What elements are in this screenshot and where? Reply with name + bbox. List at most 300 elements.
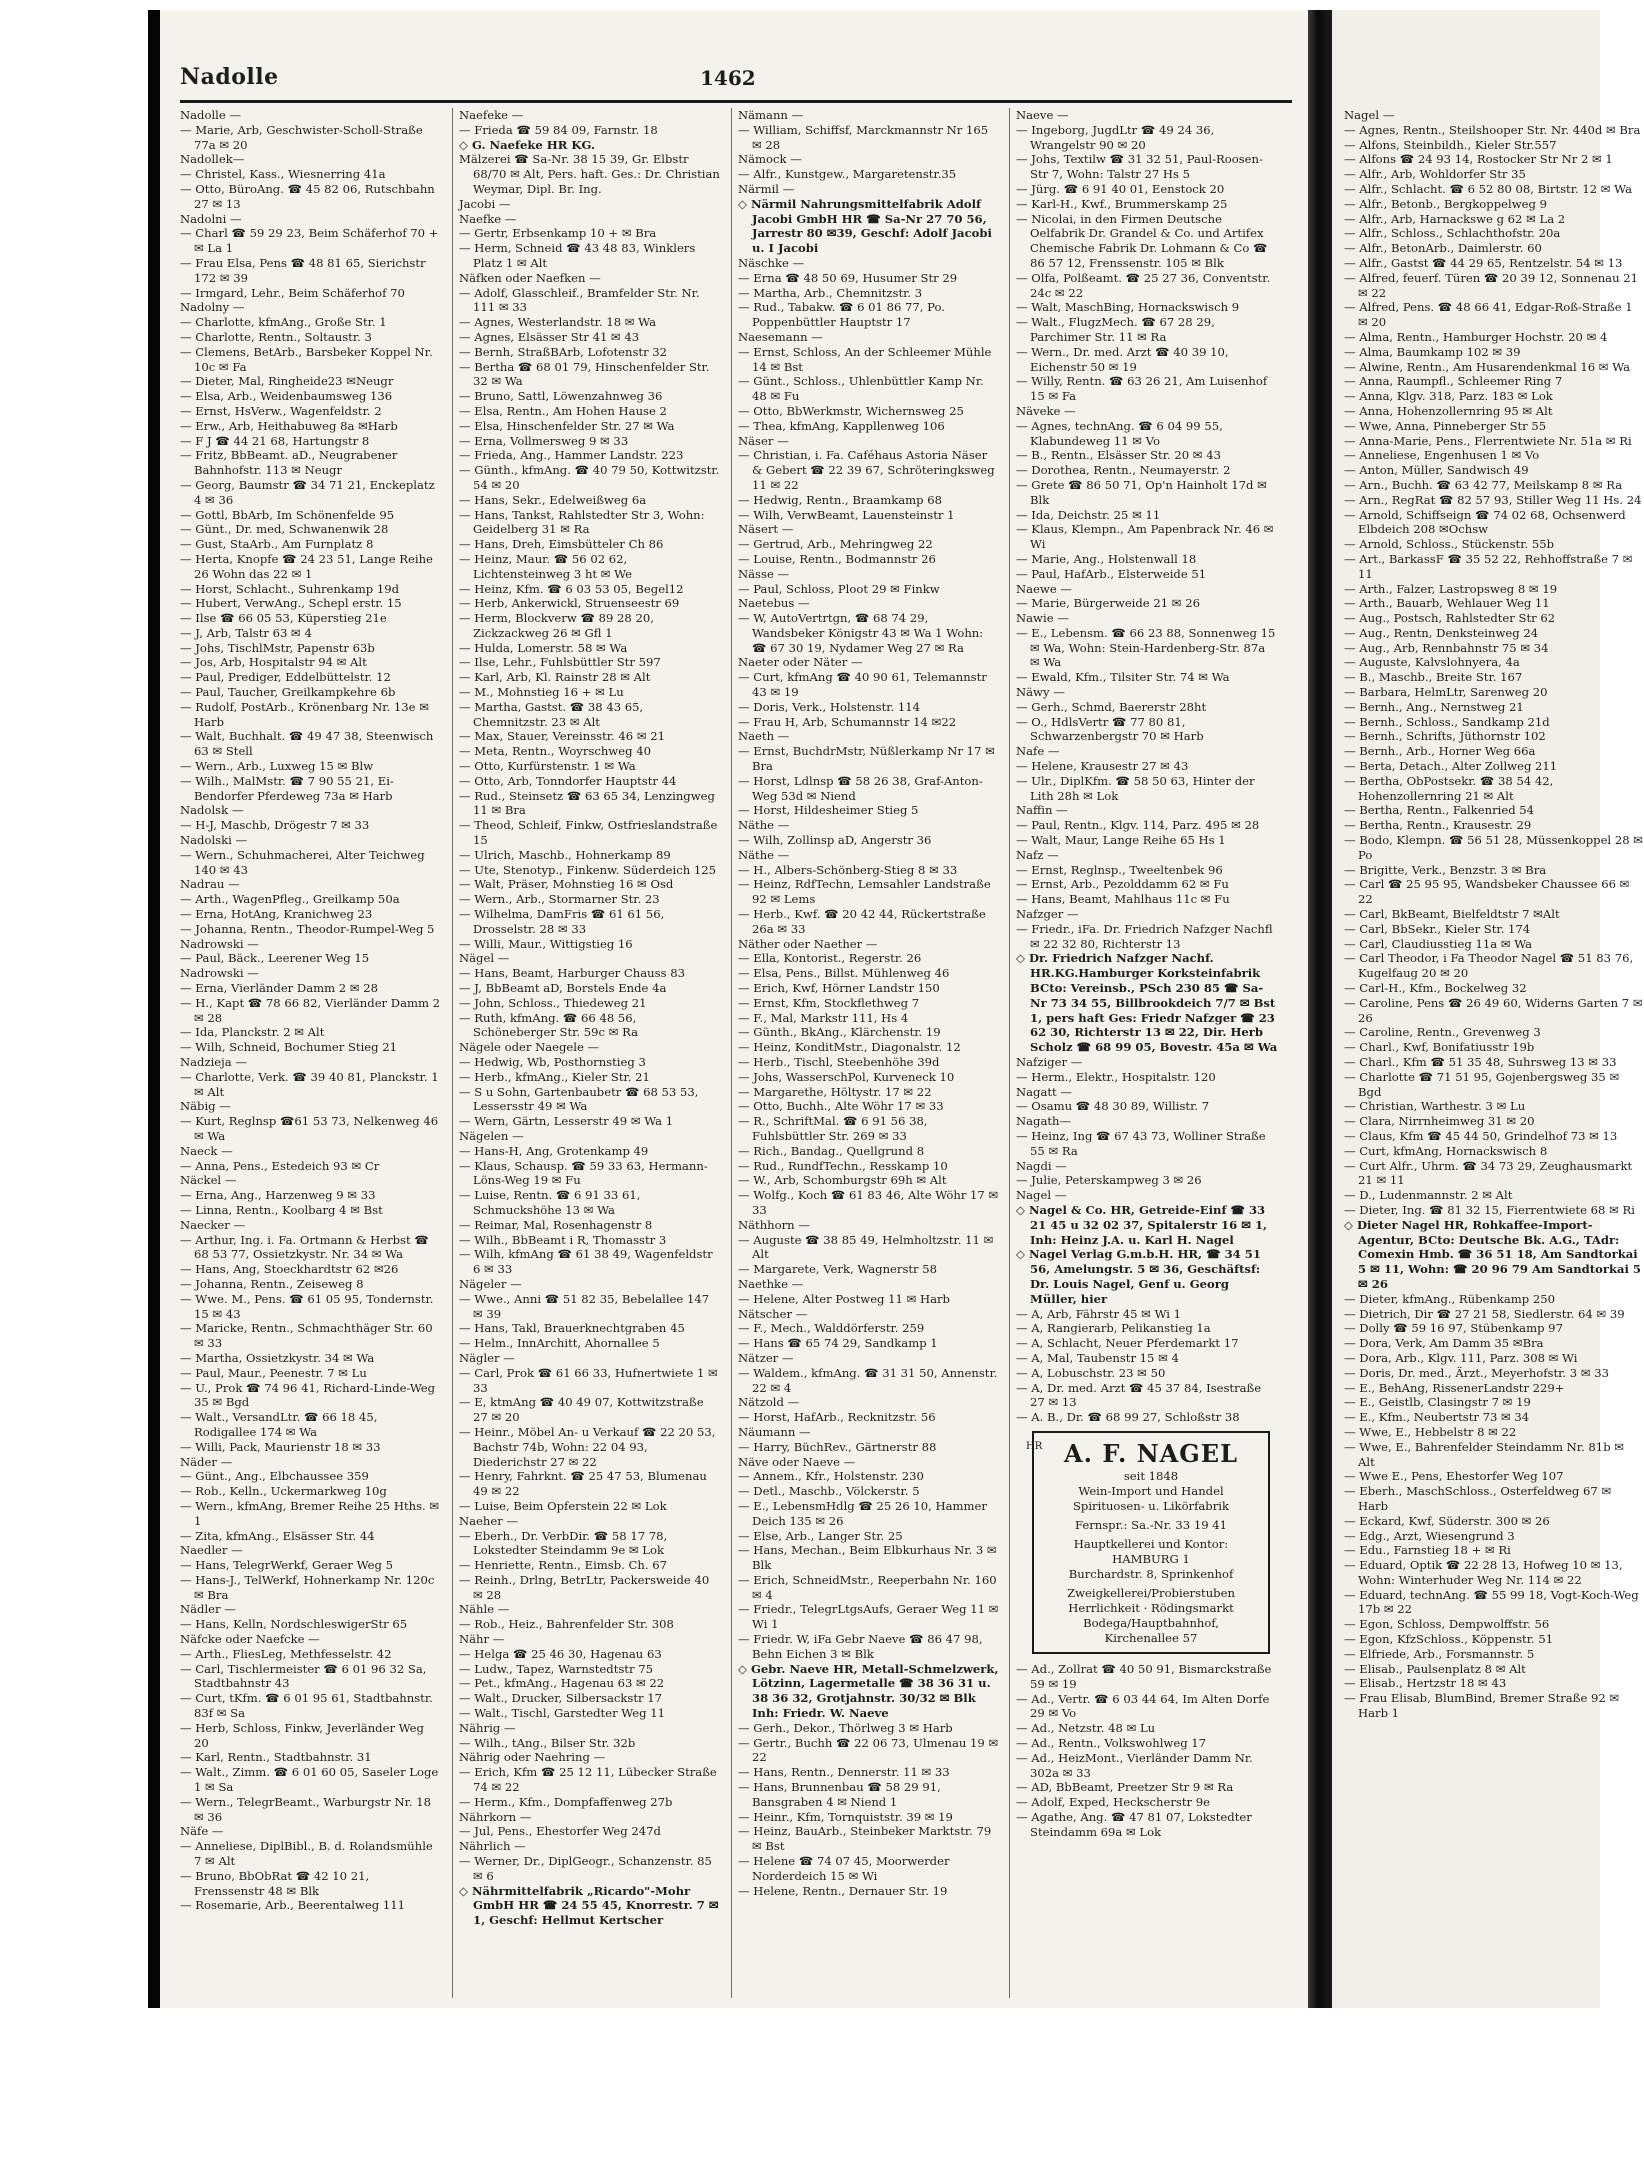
surname-heading: Näsert — [738, 522, 794, 537]
person-entry: — B., Rentn., Elsässer Str. 20 ✉ 43 [1016, 448, 1221, 463]
person-entry: — John, Schloss., Thiedeweg 21 [459, 995, 647, 1010]
person-entry: — A, Mal, Taubenstr 15 ✉ 4 [1016, 1350, 1179, 1365]
person-entry: — Otto, Buchh., Alte Wöhr 17 ✉ 33 [738, 1099, 944, 1114]
person-entry: — Ulr., DiplKfm. ☎ 58 50 63, Hinter der Lith 28h ✉ Lok [1016, 773, 1255, 803]
person-entry: — Helene ☎ 74 07 45, Moorwerder Norderdeich 15 ✉ Wi [738, 1854, 950, 1883]
person-entry: — Arn., RegRat ☎ 82 57 93, Stiller Weg 11 Hs. 24 [1344, 492, 1642, 507]
person-entry: — Rud., Steinsetz ☎ 63 65 34, Lenzingweg 11 ✉ Bra [459, 788, 715, 818]
person-entry: — Grete ☎ 86 50 71, Op'n Hainholt 17d ✉ Blk [1016, 477, 1267, 507]
person-entry: — A, Arb, Fährstr 45 ✉ Wi 1 [1016, 1306, 1182, 1321]
surname-heading: Nagel — [1344, 108, 1395, 122]
person-entry: — Arth., Falzer, Lastropsweg 8 ✉ 19 [1344, 581, 1558, 596]
person-entry: — Jürg. ☎ 6 91 40 01, Eenstock 20 [1016, 181, 1225, 196]
person-entry: — Ella, Kontorist., Regerstr. 26 [738, 951, 922, 966]
firm-entry: ◇ Nagel Verlag G.m.b.H. HR, ☎ 34 51 56, Amelungstr. 5 ✉ 36, Geschäftsf: Dr. Louis Nagel, Genf u. Georg Müller, hier [1016, 1247, 1261, 1306]
person-entry: — Herb., Tischl, Steebenhöhe 39d [738, 1055, 940, 1069]
person-entry: — Luise, Beim Opferstein 22 ✉ Lok [459, 1498, 667, 1513]
person-entry: — Ulrich, Maschb., Hohnerkamp 89 [459, 847, 671, 862]
directory-page [160, 10, 1308, 2008]
surname-heading: Nägeler — [459, 1276, 522, 1291]
person-entry: — Hans, Mechan., Beim Elbkurhaus Nr. 3 ✉ Blk [738, 1543, 997, 1573]
book-gutter [1308, 10, 1332, 2008]
person-entry: — Herb., kfmAng., Kieler Str. 21 [459, 1069, 650, 1084]
person-entry: — Agnes, technAng. ☎ 6 04 99 55, Klabundeweg 11 ✉ Vo [1016, 418, 1223, 448]
person-entry: — E., Kfm., Neubertstr 73 ✉ 34 [1344, 1410, 1530, 1425]
person-entry: — Willi, Pack, Maurienstr 18 ✉ 33 [180, 1439, 381, 1454]
person-entry: — Ida, Planckstr. 2 ✉ Alt [180, 1025, 325, 1040]
person-entry: — Rich., Bandag., Quellgrund 8 [738, 1143, 925, 1158]
person-entry: — Elsa, Arb., Weidenbaumsweg 136 [180, 389, 393, 404]
person-entry: — Thea, kfmAng, Kappllenweg 106 [738, 418, 945, 433]
person-entry: — Friedr., TelegrLtgsAufs, Geraer Weg 11 ✉ Wi 1 [738, 1602, 999, 1632]
person-entry: — Ernst, Schloss, An der Schleemer Mühle 14 ✉ Bst [738, 344, 992, 374]
person-entry: — Henriette, Rentn., Eimsb. Ch. 67 [459, 1558, 667, 1573]
person-entry: — Alfr., Gastst ☎ 44 29 65, Rentzelstr. 54 ✉ 13 [1344, 255, 1623, 270]
surname-heading: Nätzer — [738, 1350, 794, 1365]
surname-heading: Näbig — [180, 1099, 231, 1114]
person-entry: — A, Lobuschstr. 23 ✉ 50 [1016, 1365, 1166, 1380]
person-entry: — Ernst, Reglnsp., Tweeltenbek 96 [1016, 862, 1223, 877]
header-rule [180, 100, 1292, 103]
person-entry: — Zita, kfmAng., Elsässer Str. 44 [180, 1528, 375, 1543]
person-entry: — Paul, Rentn., Klgv. 114, Parz. 495 ✉ 28 [1016, 818, 1260, 833]
column-4-entries [1016, 108, 1278, 1425]
directory-column-4 [1016, 108, 1278, 1998]
surname-heading: Nässe — [738, 566, 790, 581]
person-entry: — Rob., Kelln., Uckermarkweg 10g [180, 1484, 387, 1499]
person-entry: — Herm., Kfm., Dompfaffenweg 27b [459, 1794, 673, 1809]
page-number: 1462 [700, 66, 756, 90]
person-entry: — Carl-H., Kfm., Bockelweg 32 [1344, 981, 1527, 996]
person-entry: — J, BbBeamt aD, Borstels Ende 4a [459, 981, 667, 996]
person-entry: — Doris, Dr. med., Ärzt., Meyerhofstr. 3 ✉ 33 [1344, 1365, 1610, 1380]
surname-heading: Nährkorn — [459, 1809, 532, 1824]
person-entry: — Klaus, Klempn., Am Papenbrack Nr. 46 ✉ Wi [1016, 522, 1274, 552]
person-entry: — Frieda ☎ 59 84 09, Farnstr. 18 [459, 122, 658, 137]
person-entry: — E., Lebensm. ☎ 66 23 88, Sonnenweg 15 ✉ Wa, Wohn: Stein-Hardenberg-Str. 87a ✉ Wa [1016, 625, 1276, 670]
person-entry: — A, Rangierarb, Pelikanstieg 1a [1016, 1321, 1211, 1336]
ad-branch2-title: Bodega/Hauptbahnhof, [1083, 1615, 1219, 1630]
surname-heading: Naewe — [1016, 581, 1072, 596]
surname-heading: Nagel — [1016, 1188, 1067, 1203]
surname-heading: Nährig — [459, 1720, 516, 1735]
surname-heading: Nagatt — [1016, 1084, 1072, 1099]
surname-heading: Nägelen — [459, 1128, 524, 1143]
person-entry: — Heinz, Maur. ☎ 56 02 62, Lichtensteinweg 3 ht ✉ We [459, 551, 632, 581]
person-entry: — Arnold, Schiffseign ☎ 74 02 68, Ochsenwerd Elbdeich 208 ✉Ochsw [1344, 507, 1626, 537]
person-entry: — Auguste ☎ 38 85 49, Helmholtzstr. 11 ✉ Alt [738, 1232, 994, 1262]
person-entry: — Elisab., Hertzstr 18 ✉ 43 [1344, 1676, 1507, 1691]
ad-phone: Fernspr.: Sa.-Nr. 33 19 41 [1074, 1517, 1228, 1532]
surname-heading: Nafzger — [1016, 907, 1079, 922]
person-entry: — Arnold, Schloss., Stückenstr. 55b [1344, 537, 1555, 552]
person-entry: — Gottl, BbArb, Im Schönenfelde 95 [180, 507, 395, 522]
person-entry: — Friedr., iFa. Dr. Friedrich Nafzger Nachfl ✉ 22 32 80, Richterstr 13 [1016, 921, 1273, 951]
surname-heading: Näschke — [738, 255, 805, 270]
person-entry: — Otto, BbWerkmstr, Wichernsweg 25 [738, 403, 964, 418]
page-head-word: Nadolle [180, 64, 279, 90]
person-entry: — Eberh., Dr. VerbDir. ☎ 58 17 78, Lokstedter Steindamm 9e ✉ Lok [459, 1528, 668, 1558]
person-entry: — Carl, BbSekr., Kieler Str. 174 [1344, 921, 1531, 936]
person-entry: — Anna, Klgv. 318, Parz. 183 ✉ Lok [1344, 389, 1553, 404]
surname-heading: Näthe — [738, 847, 790, 862]
person-entry: — Herm., Elektr., Hospitalstr. 120 [1016, 1069, 1216, 1084]
person-entry: — Anton, Müller, Sandwisch 49 [1344, 463, 1529, 478]
person-entry: — Annem., Kfr., Holstenstr. 230 [738, 1469, 924, 1484]
person-entry: — Wern., Schuhmacherei, Alter Teichweg 140 ✉ 43 [180, 847, 425, 877]
person-entry: — Erna, Vierländer Damm 2 ✉ 28 [180, 981, 379, 996]
person-entry: — E., BehAng, RissenerLandstr 229+ [1344, 1380, 1565, 1395]
person-entry: — Curt, kfmAng ☎ 40 90 61, Telemannstr 43 ✉ 19 [738, 670, 987, 700]
person-entry: — Agnes, Rentn., Steilshooper Str. Nr. 440d ✉ Bra [1344, 122, 1641, 137]
person-entry: — Egon, KfzSchloss., Köppenstr. 51 [1344, 1632, 1554, 1647]
ad-line-1: Wein-Import und Handel [1078, 1483, 1224, 1498]
person-entry: — Charlotte, Verk. ☎ 39 40 81, Planckstr. 1 ✉ Alt [180, 1069, 439, 1099]
person-entry: — Walt, Maur, Lange Reihe 65 Hs 1 [1016, 833, 1226, 848]
surname-heading: Näser — [738, 433, 789, 448]
person-entry: — O., HdlsVertr ☎ 77 80 81, Schwarzenbergstr 70 ✉ Harb [1016, 714, 1204, 744]
person-entry: — Charl ☎ 59 29 23, Beim Schäferhof 70 + ✉ La 1 [180, 226, 439, 256]
person-entry: — Heinz, Kfm. ☎ 6 03 53 05, Begel12 [459, 581, 684, 596]
person-entry: — Anna, Raumpfl., Schleemer Ring 7 [1344, 374, 1563, 389]
surname-heading: Naecker — [180, 1217, 246, 1232]
person-entry: — Werner, Dr., DiplGeogr., Schanzenstr. 85 ✉ 6 [459, 1854, 712, 1883]
person-entry: — Eberh., MaschSchloss., Osterfeldweg 67 ✉ Harb [1344, 1484, 1612, 1513]
directory-column-2 [459, 108, 721, 1998]
firm-entry: ◇ Närmil Nahrungsmittelfabrik Adolf Jacobi GmbH HR ☎ Sa-Nr 27 70 56, Jarrestr 80 ✉39, Geschf: Adolf Jacobi u. I Jacobi [738, 196, 992, 256]
person-entry: — Rud., Tabakw. ☎ 6 01 86 77, Po. Poppenbüttler Hauptstr 17 [738, 300, 945, 330]
person-entry: — Ute, Stenotyp., Finkenw. Süderdeich 125 [459, 862, 717, 877]
person-entry: — Hedwig, Wb, Posthornstieg 3 [459, 1055, 646, 1069]
person-entry: — Agnes, Westerlandstr. 18 ✉ Wa [459, 315, 656, 330]
person-entry: — Ernst, Kfm, Stockflethweg 7 [738, 995, 920, 1010]
person-entry: — E., LebensmHdlg ☎ 25 26 10, Hammer Deich 135 ✉ 26 [738, 1498, 987, 1528]
person-entry: — Max, Stauer, Vereinsstr. 46 ✉ 21 [459, 729, 665, 744]
person-entry: — Caroline, Pens ☎ 26 49 60, Widerns Garten 7 ✉ 26 [1344, 995, 1643, 1025]
surname-heading: Näumann — [738, 1424, 811, 1439]
person-entry: — Caroline, Rentn., Grevenweg 3 [1344, 1025, 1541, 1040]
person-entry: — Alfred, Pens. ☎ 48 66 41, Edgar-Roß-Straße 1 ✉ 20 [1344, 300, 1633, 330]
person-entry: — Karl, Arb, Kl. Rainstr 28 ✉ Alt [459, 670, 651, 685]
person-entry: — Berta, Detach., Alter Zollweg 211 [1344, 759, 1558, 774]
person-entry: — Aug., Rentn, Denksteinweg 24 [1344, 625, 1539, 640]
person-entry: — Charlotte, kfmAng., Große Str. 1 [180, 315, 387, 330]
person-entry: — Karl-H., Kwf., Brummerskamp 25 [1016, 196, 1228, 211]
person-entry: — Ernst, HsVerw., Wagenfeldstr. 2 [180, 403, 382, 418]
person-entry: — Johs, WasserschPol, Kurveneck 10 [738, 1069, 955, 1084]
person-entry: — Anna, Pens., Estedeich 93 ✉ Cr [180, 1158, 380, 1173]
person-entry: — Hans, Brunnenbau ☎ 58 29 91, Bansgraben 4 ✉ Niend 1 [738, 1780, 941, 1809]
person-entry: — Helene, Alter Postweg 11 ✉ Harb [738, 1291, 950, 1306]
person-entry: — Alfr., Arb, Wohldorfer Str 35 [1344, 167, 1526, 182]
person-entry: — Ruth, kfmAng. ☎ 66 48 56, Schöneberger Str. 59c ✉ Ra [459, 1010, 639, 1040]
person-entry: — Helm., InnArchitt, Ahornallee 5 [459, 1336, 660, 1351]
surname-heading: Naeter oder Näter — [738, 655, 863, 670]
ad-office-address: Burchardstr. 8, Sprinkenhof [1068, 1566, 1234, 1581]
surname-heading: Nätzold — [738, 1395, 800, 1410]
person-entry: — Anna, Hohenzollernring 95 ✉ Alt [1344, 403, 1553, 418]
person-entry: — Walt., Zimm. ☎ 6 01 60 05, Saseler Loge 1 ✉ Sa [180, 1765, 439, 1795]
person-entry: — Reinh., Drlng, BetrLtr, Packersweide 40 ✉ 28 [459, 1572, 710, 1602]
person-entry: — Walt., Tischl, Garstedter Weg 11 [459, 1706, 665, 1721]
person-entry: — Bruno, Sattl, Löwenzahnweg 36 [459, 389, 663, 404]
person-entry: — Dietrich, Dir ☎ 27 21 58, Siedlerstr. 64 ✉ 39 [1344, 1306, 1625, 1321]
person-entry: — Bertha, Rentn., Falkenried 54 [1344, 803, 1535, 818]
person-entry: — Meta, Rentn., Woyrschweg 40 [459, 744, 651, 759]
advertisement-box [1026, 1431, 1270, 1654]
person-entry: — Auguste, Kalvslohnyera, 4a [1344, 655, 1520, 670]
person-entry: — Bruno, BbObRat ☎ 42 10 21, Frenssenstr 48 ✉ Blk [180, 1868, 370, 1898]
person-entry: — H., Kapt ☎ 78 66 82, Vierländer Damm 2 ✉ 28 [180, 995, 441, 1025]
person-entry: — Carl ☎ 25 95 95, Wandsbeker Chaussee 66 ✉ 22 [1344, 877, 1630, 907]
surname-heading: Nämann — [738, 108, 804, 122]
surname-heading: Nadollek— [180, 152, 245, 167]
person-entry: — Edu., Farnstieg 18 + ✉ Ri [1344, 1543, 1511, 1558]
person-entry: — Curt Alfr., Uhrm. ☎ 34 73 29, Zeughausmarkt 21 ✉ 11 [1344, 1158, 1633, 1188]
person-entry: — Hans, Sekr., Edelweißweg 6a [459, 492, 647, 507]
person-entry: — Gust, StaArb., Am Furnplatz 8 [180, 537, 374, 552]
surname-heading: Näveke — [1016, 403, 1076, 418]
surname-heading: Nadzieja — [180, 1055, 247, 1069]
person-entry: — Rob., Heiz., Bahrenfelder Str. 308 [459, 1617, 674, 1632]
surname-heading: Nädler — [180, 1602, 236, 1617]
surname-heading: Nährlich — [459, 1839, 526, 1854]
person-entry: — U., Prok ☎ 74 96 41, Richard-Linde-Weg 35 ✉ Bgd [180, 1380, 436, 1410]
person-entry: — Johanna, Rentn., Theodor-Rumpel-Weg 5 [180, 921, 435, 936]
person-entry: — Helene, Krausestr 27 ✉ 43 [1016, 759, 1189, 774]
person-entry: — Gertr, Erbsenkamp 10 + ✉ Bra [459, 226, 657, 241]
person-entry: — Bernh, StraßBArb, Lofotenstr 32 [459, 344, 668, 359]
firm-entry: ◇ G. Naefeke HR KG. [459, 137, 596, 152]
person-entry: — Osamu ☎ 48 30 89, Willistr. 7 [1016, 1099, 1210, 1114]
person-entry: — Edg., Arzt, Wiesengrund 3 [1344, 1528, 1515, 1543]
person-entry: — Alfr., Betonb., Bergkoppelweg 9 [1344, 196, 1547, 211]
person-entry: — Herm, Schneid ☎ 43 48 83, Winklers Platz 1 ✉ Alt [459, 241, 696, 270]
person-entry: — Wern, Gärtn, Lesserstr 49 ✉ Wa 1 [459, 1114, 674, 1129]
person-entry: — Hedwig, Rentn., Braamkamp 68 [738, 492, 943, 507]
person-entry: — Heinz, KonditMstr., Diagonalstr. 12 [738, 1040, 961, 1055]
person-entry: — Ilse, Lehr., Fuhlsbüttler Str 597 [459, 655, 661, 670]
person-entry: — AD, BbBeamt, Preetzer Str 9 ✉ Ra [1016, 1780, 1234, 1795]
person-entry: — Walt, MaschBing, Hornackswisch 9 [1016, 300, 1240, 315]
person-entry: — Hans, TelegrWerkf, Geraer Weg 5 [180, 1558, 393, 1573]
person-entry: — Marie, Arb, Geschwister-Scholl-Straße 77a ✉ 20 [180, 122, 423, 152]
person-entry: — Claus, Kfm ☎ 45 44 50, Grindelhof 73 ✉ 13 [1344, 1128, 1618, 1143]
person-entry: — Hubert, VerwAng., Schepl erstr. 15 [180, 596, 402, 611]
person-entry: — Walt, Buchhalt. ☎ 49 47 38, Steenwisch 63 ✉ Stell [180, 729, 434, 759]
surname-heading: Nadolni — [180, 211, 242, 226]
person-entry: — Herm, Blockverw ☎ 89 28 20, Zickzackweg 26 ✉ Gfl 1 [459, 611, 654, 640]
person-entry: — Erna, Ang., Harzenweg 9 ✉ 33 [180, 1188, 376, 1203]
person-entry: — Egon, Schloss, Dempwolffstr. 56 [1344, 1617, 1550, 1632]
firm-entry: ◇ Gebr. Naeve HR, Metall-Schmelzwerk, Lötzinn, Lagermetalle ☎ 38 36 31 u. 38 36 32, Grotjahnstr. 30/32 ✉ Blk Inh: Friedr. W. Naeve [738, 1661, 999, 1721]
person-entry: — William, Schiffsf, Marckmannstr Nr 165 ✉ 28 [738, 122, 989, 152]
person-entry: — A, Dr. med. Arzt ☎ 45 37 84, Isestraße 27 ✉ 13 [1016, 1380, 1262, 1410]
surname-heading: Nadrowski — [180, 966, 259, 981]
person-entry: — Elfriede, Arb., Forsmannstr. 5 [1344, 1646, 1535, 1661]
person-entry: — Willy, Rentn. ☎ 63 26 21, Am Luisenhof 15 ✉ Fa [1016, 374, 1268, 404]
person-entry: — Reimar, Mal, Rosenhagenstr 8 [459, 1217, 653, 1232]
person-entry: — Alfr., Schlacht. ☎ 6 52 80 08, Birtstr. 12 ✉ Wa [1344, 181, 1633, 196]
person-entry: — Curt, kfmAng, Hornackswisch 8 [1344, 1143, 1548, 1158]
person-entry: — Paul, Schloss, Ploot 29 ✉ Finkw [738, 581, 940, 596]
person-entry: — Hans, Ang, Stoeckhardtstr 62 ✉26 [180, 1262, 399, 1277]
person-entry: — Gerh., Schmd, Baererstr 28ht [1016, 699, 1207, 714]
surname-heading: Naesemann — [738, 329, 823, 344]
surname-heading: Naethke — [738, 1276, 804, 1291]
person-entry: — Julie, Peterskampweg 3 ✉ 26 [1016, 1173, 1202, 1188]
person-entry: — Erich, Kwf, Hörner Landstr 150 [738, 981, 940, 996]
person-entry: — Eduard, technAng. ☎ 55 99 18, Vogt-Koch-Weg 17b ✉ 22 [1344, 1587, 1639, 1617]
person-entry: — Willi, Maur., Wittigstieg 16 [459, 936, 633, 951]
surname-heading: Nawie — [1016, 611, 1069, 626]
person-entry: — Frau H, Arb, Schumannstr 14 ✉22 [738, 714, 957, 729]
person-entry: — Erna, Vollmersweg 9 ✉ 33 [459, 433, 629, 448]
person-entry: — Herb, Ankerwickl, Struenseestr 69 [459, 596, 680, 611]
person-entry: — Adolf, Exped, Heckscherstr 9e [1016, 1795, 1210, 1810]
surname-heading: Naffin — [1016, 803, 1068, 818]
person-entry: — Paul, Maur., Peenestr. 7 ✉ Lu [180, 1365, 367, 1380]
firm-entry: ◇ Nährmittelfabrik „Ricardo"-Mohr GmbH HR ☎ 24 55 45, Knorrestr. 7 ✉ 1, Geschf: Hellmut Kertscher [459, 1883, 719, 1928]
person-entry: — A. B., Dr. ☎ 68 99 27, Schloßstr 38 [1016, 1410, 1240, 1425]
person-entry: — Heinr., Möbel An- u Verkauf ☎ 22 20 53, Bachstr 74b, Wohn: 22 04 93, Diederichstr 27 ✉ 22 [459, 1424, 716, 1469]
surname-heading: Nagath— [1016, 1114, 1072, 1129]
person-entry: — Paul, HafArb., Elsterweide 51 [1016, 566, 1207, 581]
person-entry: — Wern., Dr. med. Arzt ☎ 40 39 10, Eichenstr 50 ✉ 19 [1016, 344, 1229, 374]
person-entry: — Klaus, Schausp. ☎ 59 33 63, Hermann-Löns-Weg 19 ✉ Fu [459, 1158, 708, 1188]
person-entry: — S u Sohn, Gartenbaubetr ☎ 68 53 53, Lessersstr 49 ✉ Wa [459, 1084, 699, 1114]
surname-heading: Nährig oder Naehring — [459, 1750, 606, 1765]
person-entry: — Linna, Rentn., Koolbarg 4 ✉ Bst [180, 1202, 383, 1217]
person-entry: — Bernh., Arb., Horner Weg 66a [1344, 744, 1536, 759]
person-entry: — Waldem., kfmAng. ☎ 31 31 50, Annenstr. 22 ✉ 4 [738, 1365, 998, 1395]
person-entry: — Hans, Dreh, Eimsbütteler Ch 86 [459, 537, 664, 552]
person-entry: — Harry, BüchRev., Gärtnerstr 88 [738, 1439, 937, 1454]
person-entry: — Arth., Bauarb, Wehlauer Weg 11 [1344, 596, 1550, 611]
person-entry: — Günth., kfmAng. ☎ 40 79 50, Kottwitzstr. 54 ✉ 20 [459, 463, 720, 492]
person-entry: — Arn., Buchh. ☎ 63 42 77, Meilskamp 8 ✉ Ra [1344, 477, 1623, 492]
person-entry: — Dolly ☎ 59 16 97, Stübenkamp 97 [1344, 1321, 1563, 1336]
person-entry: — Alfred, feuerf. Türen ☎ 20 39 12, Sonnenau 21 ✉ 22 [1344, 270, 1638, 300]
person-entry: — D., Ludenmannstr. 2 ✉ Alt [1344, 1188, 1513, 1203]
person-entry: — Irmgard, Lehr., Beim Schäferhof 70 [180, 285, 405, 300]
person-entry: — Erna ☎ 48 50 69, Husumer Str 29 [738, 270, 958, 285]
person-entry: — Rudolf, PostArb., Krönenbarg Nr. 13e ✉ Harb [180, 699, 429, 729]
person-entry: — Martha, Arb., Chemnitzstr. 3 [738, 285, 923, 300]
person-entry: — Hans, Takl, Brauerknechtgraben 45 [459, 1321, 685, 1336]
person-entry: — Christian, i. Fa. Caféhaus Astoria Näser & Gebert ☎ 22 39 67, Schröteringksweg 11 ✉ 22 [738, 448, 995, 492]
surname-heading: Nafe — [1016, 744, 1060, 759]
surname-heading: Nadolsk — [180, 803, 244, 818]
person-entry: — Barbara, HelmLtr, Sarenweg 20 [1344, 685, 1548, 700]
person-entry: — Frau Elsa, Pens ☎ 48 81 65, Sierichstr 172 ✉ 39 [180, 255, 426, 285]
person-entry: — Ad., Netzstr. 48 ✉ Lu [1016, 1721, 1156, 1736]
person-entry: — Horst, Ldlnsp ☎ 58 26 38, Graf-Anton-Weg 53d ✉ Niend [738, 773, 983, 803]
person-entry: — E., Geistlb, Clasingstr 7 ✉ 19 [1344, 1395, 1531, 1410]
surname-heading: Nafziger — [1016, 1055, 1083, 1069]
person-entry: — Bernh., Schrifts, Jüthornstr 102 [1344, 729, 1546, 744]
person-entry: — Elisab., Paulsenplatz 8 ✉ Alt [1344, 1661, 1526, 1676]
surname-heading: Näfcke oder Naefcke — [180, 1632, 320, 1647]
surname-heading: Nadolle — [180, 108, 242, 122]
person-entry: — Olfa, Polßeamt. ☎ 25 27 36, Conventstr. 24c ✉ 22 [1016, 270, 1271, 300]
person-entry: — Aug., Postsch, Rahlstedter Str 62 [1344, 611, 1556, 626]
person-entry: — Wilh, Schneid, Bochumer Stieg 21 [180, 1040, 398, 1055]
firm-entry: ◇ Dr. Friedrich Nafzger Nachf. HR.KG.Hamburger Korksteinfabrik BCto: Vereinsb., PSch 230 85 ☎ Sa-Nr 73 34 55, Billbrookdeich 7/7 ✉ Bst 1, pers haft Ges: Friedr Nafzger ☎ 23 62 30, Richterstr 13 ✉ 22, Dir. Herb Scholz ☎ 68 99 05, Bovestr. 45a ✉ Wa [1016, 951, 1278, 1055]
person-entry: — B., Maschb., Breite Str. 167 [1344, 670, 1523, 685]
person-entry: — Heinz, BauArb., Steinbeker Marktstr. 79 ✉ Bst [738, 1824, 992, 1854]
person-entry: — Wwe, E., Bahrenfelder Steindamm Nr. 81b ✉ Alt [1344, 1439, 1625, 1469]
person-entry: — Eckard, Kwf, Süderstr. 300 ✉ 26 [1344, 1513, 1550, 1528]
surname-heading: Nämock — [738, 152, 802, 167]
person-entry: — Charlotte ☎ 71 51 95, Gojenbergsweg 35 ✉ Bgd [1344, 1069, 1620, 1099]
person-entry: — Dieter, Ing. ☎ 81 32 15, Fierrentwiete 68 ✉ Ri [1344, 1202, 1635, 1217]
person-entry: — R., SchriftMal. ☎ 6 91 56 38, Fuhlsbüttler Str. 269 ✉ 33 [738, 1114, 928, 1143]
person-entry: — Charl., Kwf, Bonifatiusstr 19b [1344, 1040, 1535, 1055]
person-entry: — Agnes, Elsässer Str 41 ✉ 43 [459, 329, 640, 344]
person-entry: — Günth., BkAng., Klärchenstr. 19 [738, 1025, 941, 1040]
person-entry: — Herb, Schloss, Finkw, Jeverländer Weg 20 [180, 1720, 424, 1750]
person-entry: — A, Schlacht, Neuer Pferdemarkt 17 [1016, 1336, 1239, 1351]
person-entry: — Dora, Arb., Klgv. 111, Parz. 308 ✉ Wi [1344, 1350, 1578, 1365]
person-entry: — Alfr., Schloss., Schlachthofstr. 20a [1344, 226, 1561, 241]
person-entry: — Alfons ☎ 24 93 14, Rostocker Str Nr 2 ✉ 1 [1344, 152, 1613, 167]
person-entry: — Hans, Kelln, NordschleswigerStr 65 [180, 1617, 408, 1632]
person-entry: — Marie, Ang., Holstenwall 18 [1016, 551, 1197, 566]
person-entry: — Walt., Drucker, Silbersackstr 17 [459, 1691, 662, 1706]
surname-heading: Näfken oder Naefken — [459, 270, 601, 285]
person-entry: — Wwe, E., Hebbelstr 8 ✉ 22 [1344, 1424, 1517, 1439]
surname-heading: Naeve — [1016, 108, 1069, 122]
person-entry: — Paul, Taucher, Greilkampkehre 6b [180, 685, 396, 700]
person-entry: — Walt., FlugzMech. ☎ 67 28 29, Parchimer Str. 11 ✉ Ra [1016, 315, 1215, 344]
person-entry: — Elsa, Pens., Billst. Mühlenweg 46 [738, 966, 950, 981]
person-entry: — Wilh, kfmAng ☎ 61 38 49, Wagenfeldstr 6 ✉ 33 [459, 1247, 713, 1277]
person-entry: — Fritz, BbBeamt. aD., Neugrabener Bahnhofstr. 113 ✉ Neugr [180, 448, 398, 478]
person-entry: — Maricke, Rentn., Schmachthäger Str. 60 ✉ 33 [180, 1321, 433, 1351]
ad-branch-name: Herrlichkeit · Rödingsmarkt [1068, 1600, 1234, 1615]
surname-heading: Näfe — [180, 1824, 224, 1839]
person-entry: — M., Mohnstieg 16 + ✉ Lu [459, 685, 624, 700]
surname-heading: Nafz — [1016, 847, 1059, 862]
person-entry: — F., Mal, Markstr 111, Hs 4 [738, 1010, 909, 1025]
person-entry: — Hans, Rentn., Dennerstr. 11 ✉ 33 [738, 1765, 950, 1780]
person-entry: — Ernst, BuchdrMstr, Nüßlerkamp Nr 17 ✉ Bra [738, 744, 995, 774]
person-entry: — Anneliese, DiplBibl., B. d. Rolandsmühle 7 ✉ Alt [180, 1839, 433, 1869]
surname-heading: Nadrowski — [180, 936, 259, 951]
person-entry: — Bertha ☎ 68 01 79, Hinschenfelder Str. 32 ✉ Wa [459, 359, 710, 389]
surname-heading: Näve oder Naeve — [738, 1454, 856, 1469]
person-entry: — Kurt, Reglnsp ☎61 53 73, Nelkenweg 46 ✉ Wa [180, 1114, 439, 1143]
person-entry: — Günt., Ang., Elbchaussee 359 [180, 1469, 369, 1484]
person-entry: — Heinz, RdfTechn, Lemsahler Landstraße 92 ✉ Lems [738, 877, 991, 907]
person-entry: — Horst, Schlacht., Suhrenkamp 19d [180, 581, 400, 596]
surname-heading: Nähr — [459, 1632, 505, 1647]
person-entry: — J, Arb, Talstr 63 ✉ 4 [180, 625, 312, 640]
person-entry: — Adolf, Glasschleif., Bramfelder Str. Nr. 111 ✉ 33 [459, 285, 700, 315]
surname-heading: Näder — [180, 1454, 233, 1469]
person-entry: — Agathe, Ang. ☎ 47 81 07, Lokstedter Steindamm 69a ✉ Lok [1016, 1809, 1252, 1839]
person-entry: — Else, Arb., Langer Str. 25 [738, 1528, 903, 1543]
directory-column-3 [738, 108, 1000, 1998]
surname-heading: Naeher — [459, 1513, 519, 1528]
person-entry: — Otto, Arb, Tonndorfer Hauptstr 44 [459, 773, 677, 788]
person-entry: — Wwe, Anna, Pinneberger Str 55 [1344, 418, 1547, 433]
person-entry: — Alma, Rentn., Hamburger Hochstr. 20 ✉ 4 [1344, 329, 1608, 344]
person-entry: — Wern., kfmAng, Bremer Reihe 25 Hths. ✉ 1 [180, 1498, 440, 1528]
person-entry: — Paul, Bäck., Leerener Weg 15 [180, 951, 370, 966]
person-entry: — Bertha, Rentn., Krausestr. 29 [1344, 818, 1532, 833]
